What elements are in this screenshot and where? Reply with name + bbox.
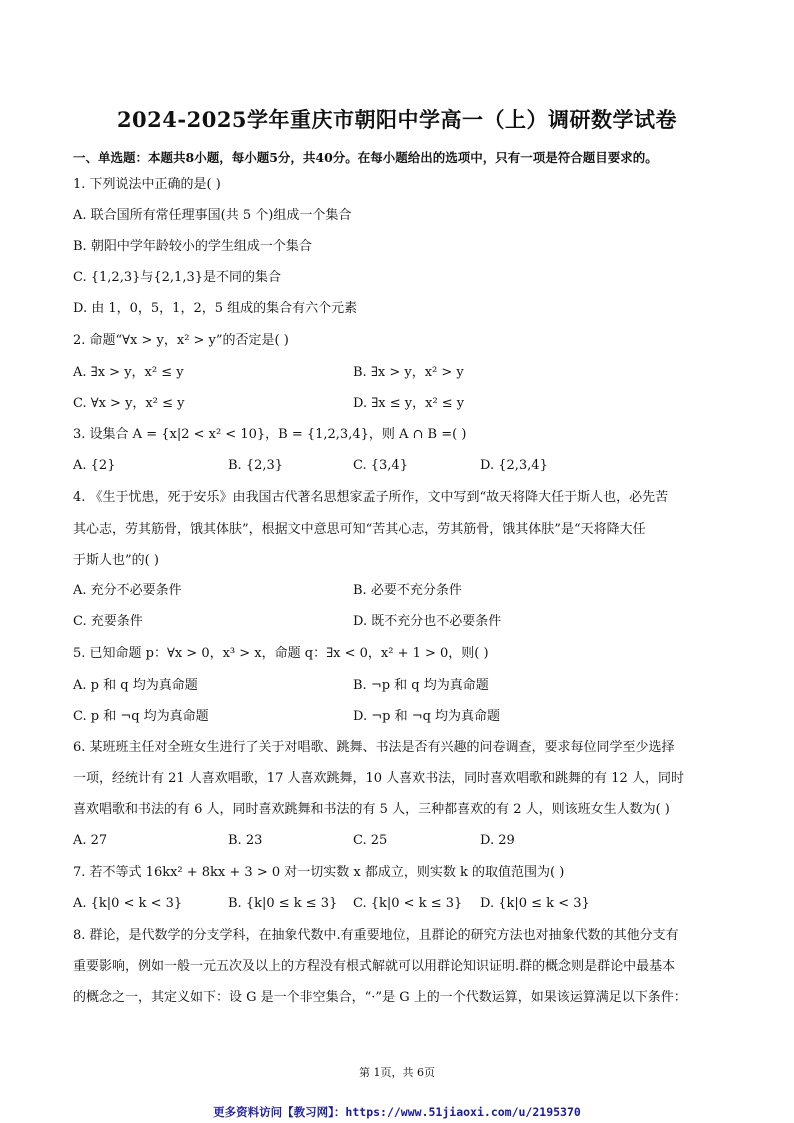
question-8-line-3: 的概念之一，其定义如下：设 G 是一个非空集合，“·”是 G 上的一个代数运算，如果该运算满足以下条件： (73, 990, 687, 1005)
question-2-option-b: B. ∃x > y，x² > y (353, 365, 464, 380)
question-1-option-c: C. {1,2,3}与{2,1,3}是不同的集合 (73, 270, 281, 285)
question-8-line-2: 重要影响，例如一般一元五次及以上的方程没有根式解就可以用群论知识证明.群的概念则是群论中最基本 (73, 959, 676, 974)
question-5-option-b: B. ¬p 和 q 均为真命题 (353, 678, 489, 693)
question-7-option-d: D. {k|0 ≤ k < 3} (480, 896, 590, 911)
question-4-line-1: 4. 《生于忧患，死于安乐》由我国古代著名思想家孟子所作，文中写到“故天将降大任于斯人也，必先苦 (73, 490, 669, 505)
question-4-option-b: B. 必要不充分条件 (353, 583, 462, 598)
question-6-line-3: 喜欢唱歌和书法的有 6 人，同时喜欢跳舞和书法的有 5 人，三种都喜欢的有 2 人，则该班女生人数为( ) (73, 802, 670, 817)
question-1-stem: 1. 下列说法中正确的是( ) (73, 177, 221, 192)
question-6-line-1: 6. 某班班主任对全班女生进行了关于对唱歌、跳舞、书法是否有兴趣的问卷调查，要求每位同学至少选择 (73, 740, 675, 755)
question-1-option-b: B. 朝阳中学年龄较小的学生组成一个集合 (73, 239, 312, 254)
question-8-line-1: 8. 群论，是代数学的分支学科，在抽象代数中.有重要地位，且群论的研究方法也对抽象代数的其他分支有 (73, 928, 679, 943)
question-4-option-c: C. 充要条件 (73, 614, 143, 629)
question-3-option-b: B. {2,3} (228, 458, 284, 473)
question-5-option-c: C. p 和 ¬q 均为真命题 (73, 709, 209, 724)
question-4-line-2: 其心志，劳其筋骨，饿其体肤”，根据文中意思可知“苦其心志，劳其筋骨，饿其体肤”是“天将降大任 (73, 522, 646, 537)
question-5-option-d: D. ¬p 和 ¬q 均为真命题 (353, 709, 501, 724)
question-4-option-a: A. 充分不必要条件 (73, 583, 182, 598)
question-6-option-a: A. 27 (73, 833, 108, 848)
question-1-option-d: D. 由 1，0，5，1，2，5 组成的集合有六个元素 (73, 301, 358, 316)
question-3-stem: 3. 设集合 A = {x|2 < x² < 10}，B = {1,2,3,4}，则 A ∩ B =( ) (73, 427, 467, 442)
question-7-option-b: B. {k|0 ≤ k ≤ 3} (228, 896, 338, 911)
section-heading: 一、单选题：本题共8小题，每小题5分，共40分。在每小题给出的选项中，只有一项是符合题目要求的。 (73, 150, 658, 165)
question-2-stem: 2. 命题“∀x > y，x² > y”的否定是( ) (73, 333, 289, 348)
question-7-option-c: C. {k|0 < k ≤ 3} (353, 896, 463, 911)
page-footer: 第 1页，共 6页 (359, 1066, 435, 1079)
question-7-stem: 7. 若不等式 16kx² + 8kx + 3 > 0 对一切实数 x 都成立，则实数 k 的取值范围为( ) (73, 865, 565, 880)
question-2-option-d: D. ∃x ≤ y，x² ≤ y (353, 396, 465, 411)
promo-link[interactable]: 更多资料访问【教习网】：https://www.51jiaoxi.com/u/2195370 (213, 1105, 581, 1119)
question-2-option-a: A. ∃x > y，x² ≤ y (73, 365, 184, 380)
question-6-line-2: 一项，经统计有 21 人喜欢唱歌，17 人喜欢跳舞，10 人喜欢书法，同时喜欢唱歌和跳舞的有 12 人，同时 (73, 771, 684, 786)
question-4-option-d: D. 既不充分也不必要条件 (353, 614, 502, 629)
question-5-option-a: A. p 和 q 均为真命题 (73, 678, 198, 693)
question-6-option-d: D. 29 (480, 833, 515, 848)
question-3-option-d: D. {2,3,4} (480, 458, 548, 473)
question-2-option-c: C. ∀x > y，x² ≤ y (73, 396, 185, 411)
question-6-option-c: C. 25 (353, 833, 388, 848)
question-1-option-a: A. 联合国所有常任理事国(共 5 个)组成一个集合 (73, 208, 352, 223)
question-4-line-3: 于斯人也”的( ) (73, 553, 159, 568)
page-title: 2024-2025学年重庆市朝阳中学高一（上）调研数学试卷 (116, 107, 678, 132)
question-5-stem: 5. 已知命题 p：∀x > 0，x³ > x，命题 q：∃x < 0，x² + 1 > 0，则( ) (73, 646, 489, 661)
question-3-option-c: C. {3,4} (353, 458, 408, 473)
question-3-option-a: A. {2} (73, 458, 116, 473)
question-6-option-b: B. 23 (228, 833, 263, 848)
question-7-option-a: A. {k|0 < k < 3} (73, 896, 183, 911)
